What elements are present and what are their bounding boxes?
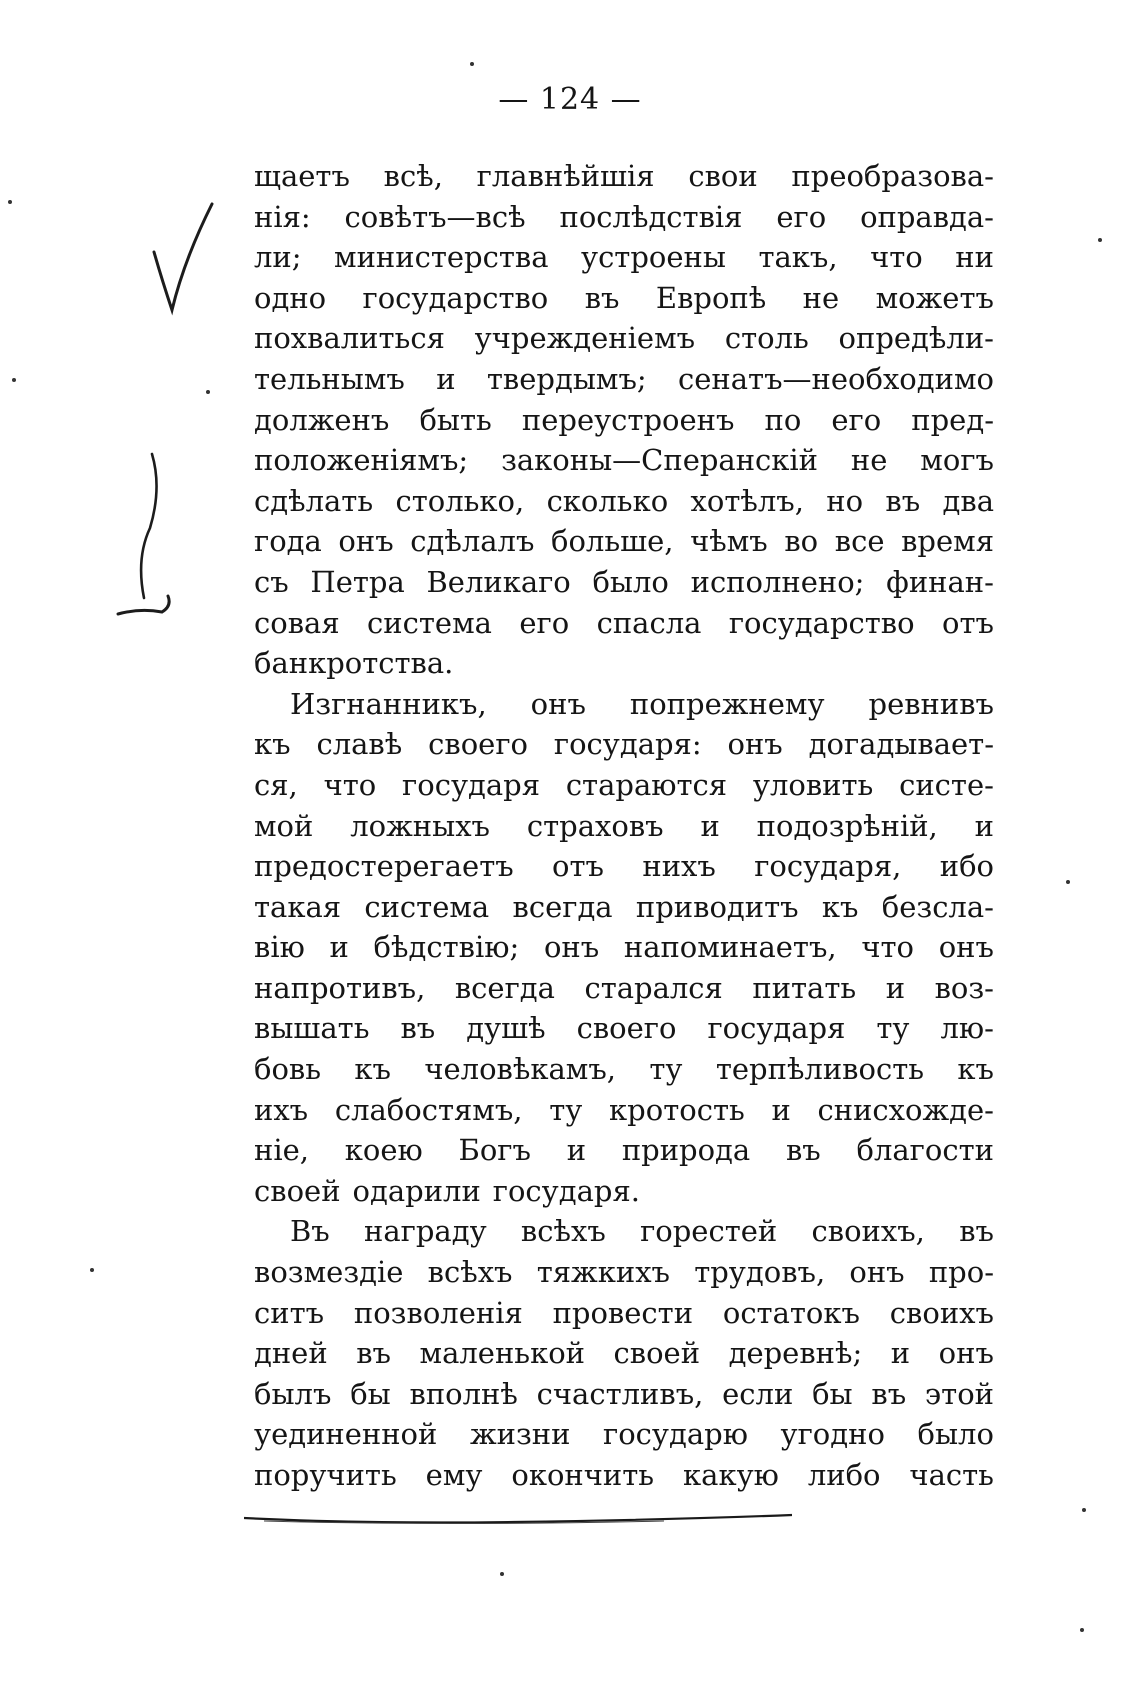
word: ту <box>649 1052 683 1087</box>
word: онъ <box>938 1336 994 1371</box>
word: одарили <box>352 1173 481 1208</box>
word: въ <box>885 483 921 518</box>
word: угодно <box>780 1417 885 1452</box>
word: былъ <box>254 1376 332 1411</box>
word: долженъ <box>254 402 390 437</box>
word: либо <box>807 1458 881 1492</box>
text-line <box>254 765 994 806</box>
word: въ <box>356 1336 391 1371</box>
speck <box>8 200 12 204</box>
word: напротивъ, <box>254 970 426 1005</box>
word: старался <box>584 970 723 1005</box>
word: своего <box>576 1011 677 1046</box>
word: онъ <box>530 686 586 721</box>
word: про- <box>928 1255 994 1290</box>
word: напоминаетъ, <box>623 930 837 965</box>
bracket-annotation <box>110 448 190 623</box>
speck <box>1082 1508 1086 1512</box>
word: Великаго <box>426 564 571 599</box>
word: ни <box>955 240 994 275</box>
word: уловить <box>752 767 874 802</box>
word: съ <box>254 564 289 599</box>
word: щаетъ <box>254 159 350 193</box>
word: своей <box>613 1336 701 1371</box>
word: было <box>592 564 669 599</box>
word: одно <box>254 280 327 315</box>
word: часть <box>909 1458 994 1492</box>
word: года <box>254 524 322 559</box>
word: могъ <box>920 443 994 478</box>
word: сдѣлать <box>254 483 374 518</box>
word: во <box>784 524 819 559</box>
word: тяжкихъ <box>536 1255 670 1290</box>
word: счастливъ, <box>536 1376 704 1411</box>
text-line <box>254 1090 994 1131</box>
word: своего <box>428 727 528 762</box>
word: похвалиться <box>254 321 445 356</box>
word: его <box>519 605 570 640</box>
word: государство <box>362 280 549 315</box>
word: свои <box>688 159 758 193</box>
word: дней <box>254 1336 328 1371</box>
word: послѣдствія <box>559 199 743 234</box>
word: ту <box>876 1011 910 1046</box>
text-line <box>254 1171 994 1212</box>
word: и <box>700 808 720 843</box>
footer-rule <box>244 1512 792 1526</box>
word: опредѣли- <box>838 321 994 356</box>
word: подозрѣній, <box>756 808 938 843</box>
word: питать <box>752 970 857 1005</box>
text-line <box>254 562 994 603</box>
word: природа <box>621 1133 751 1168</box>
word: время <box>901 524 994 559</box>
text-line <box>254 643 994 684</box>
word: ся, <box>254 767 298 802</box>
word: своихъ <box>889 1295 994 1330</box>
text-line <box>254 603 994 644</box>
word: человѣкамъ, <box>424 1052 617 1087</box>
text-line <box>254 156 994 197</box>
word: вію <box>254 930 305 965</box>
word: исполнено; <box>690 564 865 599</box>
word: къ <box>354 1052 391 1087</box>
word: коею <box>344 1133 423 1168</box>
text-line <box>254 278 994 319</box>
word: ибо <box>939 849 994 884</box>
word: страховъ <box>526 808 664 843</box>
word: провести <box>552 1295 694 1330</box>
text-line <box>254 887 994 928</box>
word: окончить <box>511 1458 655 1492</box>
word: законы—Сперанскій <box>501 443 819 478</box>
word: его <box>831 402 882 437</box>
speck <box>1080 1628 1084 1632</box>
word: онъ <box>727 727 783 762</box>
word: сколько <box>546 483 669 518</box>
speck <box>1098 238 1102 242</box>
word: переустроенъ <box>521 402 735 437</box>
word: но <box>826 483 864 518</box>
word: учрежденіемъ <box>474 321 696 356</box>
word: въ <box>400 1011 436 1046</box>
word: вышать <box>254 1011 370 1046</box>
word: трудовъ, <box>694 1255 826 1290</box>
word: лю- <box>940 1011 994 1046</box>
word: государя, <box>754 849 902 884</box>
word: и <box>436 361 456 396</box>
text-line <box>254 1333 994 1374</box>
text-line <box>254 724 994 765</box>
text-line <box>254 806 994 847</box>
word: бѣдствію; <box>373 930 520 965</box>
text-line <box>254 440 994 481</box>
word: стараются <box>565 767 728 802</box>
text-line <box>254 1374 994 1415</box>
text-line <box>254 1049 994 1090</box>
word: онъ <box>849 1255 905 1290</box>
word: онъ <box>543 930 600 965</box>
word: этой <box>924 1376 994 1411</box>
word: ему <box>425 1458 483 1492</box>
word: его <box>776 199 827 234</box>
word: ситъ <box>254 1295 325 1330</box>
word: Петра <box>310 564 405 599</box>
word: устроены <box>581 240 726 275</box>
text-body <box>254 156 994 1496</box>
word: ту <box>549 1092 583 1127</box>
word: горестей <box>640 1214 778 1249</box>
text-line <box>254 1211 994 1252</box>
word: если <box>722 1376 794 1411</box>
word: ли; <box>254 240 302 275</box>
word: маленькой <box>419 1336 585 1371</box>
text-line <box>254 1293 994 1334</box>
word: положеніямъ; <box>254 443 469 478</box>
word: ихъ <box>254 1092 309 1127</box>
word: нія: <box>254 199 311 234</box>
word: Въ <box>290 1214 330 1249</box>
text-line <box>254 481 994 522</box>
word: такъ, <box>758 240 838 275</box>
word: банкротства. <box>254 646 454 681</box>
word: чѣмъ <box>690 524 768 559</box>
word: къ <box>821 889 859 924</box>
word: и <box>974 808 994 843</box>
word: система <box>364 889 490 924</box>
text-line <box>254 927 994 968</box>
word: Европѣ <box>655 280 767 315</box>
word: спасла <box>596 605 702 640</box>
text-line <box>254 968 994 1009</box>
word: государю <box>603 1417 748 1452</box>
word: жизни <box>469 1417 571 1452</box>
word: система <box>367 605 492 640</box>
word: что <box>323 767 377 802</box>
word: въ <box>584 280 620 315</box>
word: ложныхъ <box>350 808 490 843</box>
word: что <box>870 240 923 275</box>
word: столь <box>724 321 809 356</box>
word: къ <box>957 1052 994 1087</box>
word: финан- <box>886 564 994 599</box>
text-line <box>254 400 994 441</box>
word: возмездіе <box>254 1255 404 1290</box>
speck <box>90 1268 94 1272</box>
word: что <box>861 930 915 965</box>
text-line <box>254 1455 994 1496</box>
text-line <box>254 846 994 887</box>
word: отъ <box>942 605 994 640</box>
text-line <box>254 359 994 400</box>
word: бы <box>350 1376 391 1411</box>
word: предостерегаетъ <box>254 849 514 884</box>
word: своихъ, <box>811 1214 925 1249</box>
word: оправда- <box>860 199 994 234</box>
word: государя: <box>553 727 702 762</box>
text-line <box>254 684 994 725</box>
word: и <box>890 1336 911 1371</box>
word: такая <box>254 889 342 924</box>
word: уединенной <box>254 1417 438 1452</box>
word: терпѣливость <box>715 1052 925 1087</box>
word: и <box>329 930 349 965</box>
text-line <box>254 1130 994 1171</box>
text-line <box>254 1414 994 1455</box>
word: тельнымъ <box>254 361 405 396</box>
word: догадывает- <box>808 727 994 762</box>
speck <box>470 62 474 66</box>
word: по <box>764 402 802 437</box>
word: онъ <box>938 930 994 965</box>
word: главнѣйшія <box>476 159 655 193</box>
word: отъ <box>552 849 605 884</box>
word: министерства <box>334 240 549 275</box>
word: не <box>802 280 840 315</box>
word: приводитъ <box>635 889 799 924</box>
speck <box>12 378 16 382</box>
word: Богъ <box>458 1133 531 1168</box>
word: душѣ <box>466 1011 546 1046</box>
word: быть <box>419 402 492 437</box>
word: не <box>850 443 888 478</box>
word: государство <box>728 605 915 640</box>
word: благости <box>856 1133 994 1168</box>
word: награду <box>364 1214 487 1249</box>
text-line <box>254 237 994 278</box>
word: систе- <box>899 767 994 802</box>
word: столько, <box>395 483 525 518</box>
word: совая <box>254 605 340 640</box>
text-line <box>254 1008 994 1049</box>
text-line <box>254 521 994 562</box>
word: хотѣлъ, <box>690 483 804 518</box>
speck <box>500 1572 504 1576</box>
checkmark-annotation <box>150 200 220 320</box>
word: своей <box>254 1173 341 1208</box>
word: слабостямъ, <box>334 1092 523 1127</box>
word: позволенія <box>353 1295 523 1330</box>
word: и <box>566 1133 587 1168</box>
word: больше, <box>551 524 674 559</box>
word: пред- <box>911 402 994 437</box>
speck <box>1066 880 1070 884</box>
word: два <box>942 483 994 518</box>
word: государя <box>707 1011 846 1046</box>
word: всегда <box>512 889 613 924</box>
word: можетъ <box>875 280 994 315</box>
word: бовь <box>254 1052 322 1087</box>
word: сдѣлалъ <box>410 524 535 559</box>
word: къ <box>254 727 291 762</box>
word: какую <box>683 1458 779 1492</box>
word: въ <box>871 1376 907 1411</box>
word: ніе, <box>254 1133 309 1168</box>
word: кротость <box>609 1092 745 1127</box>
word: въ <box>959 1214 994 1249</box>
text-line <box>254 318 994 359</box>
word: всегда <box>454 970 555 1005</box>
word: Изгнанникъ, <box>290 686 487 721</box>
word: безсла- <box>881 889 994 924</box>
page-number: — 124 — <box>498 82 642 117</box>
word: попрежнему <box>629 686 825 721</box>
word: было <box>917 1417 994 1452</box>
word: деревнѣ; <box>728 1336 863 1371</box>
word: вполнѣ <box>409 1376 518 1411</box>
word: и <box>885 970 906 1005</box>
word: мой <box>254 808 314 843</box>
word: нихъ <box>642 849 716 884</box>
word: совѣтъ—всѣ <box>344 199 526 234</box>
word: всѣ, <box>383 159 443 193</box>
word: онъ <box>338 524 394 559</box>
word: всѣхъ <box>520 1214 606 1249</box>
word: славѣ <box>316 727 403 762</box>
text-line <box>254 197 994 238</box>
word: бы <box>812 1376 853 1411</box>
word: все <box>834 524 885 559</box>
word: остатокъ <box>722 1295 860 1330</box>
word: государя. <box>492 1173 640 1208</box>
word: и <box>771 1092 791 1127</box>
word: въ <box>785 1133 821 1168</box>
word: воз- <box>934 970 994 1005</box>
word: преобразова- <box>791 159 994 193</box>
word: твердымъ; <box>486 361 647 396</box>
word: сенатъ—необходимо <box>678 361 994 396</box>
word: государя <box>402 767 541 802</box>
word: снисхожде- <box>817 1092 994 1127</box>
word: поручить <box>254 1458 397 1492</box>
speck <box>206 390 210 394</box>
text-line <box>254 1252 994 1293</box>
word: всѣхъ <box>427 1255 513 1290</box>
word: ревнивъ <box>868 686 994 721</box>
